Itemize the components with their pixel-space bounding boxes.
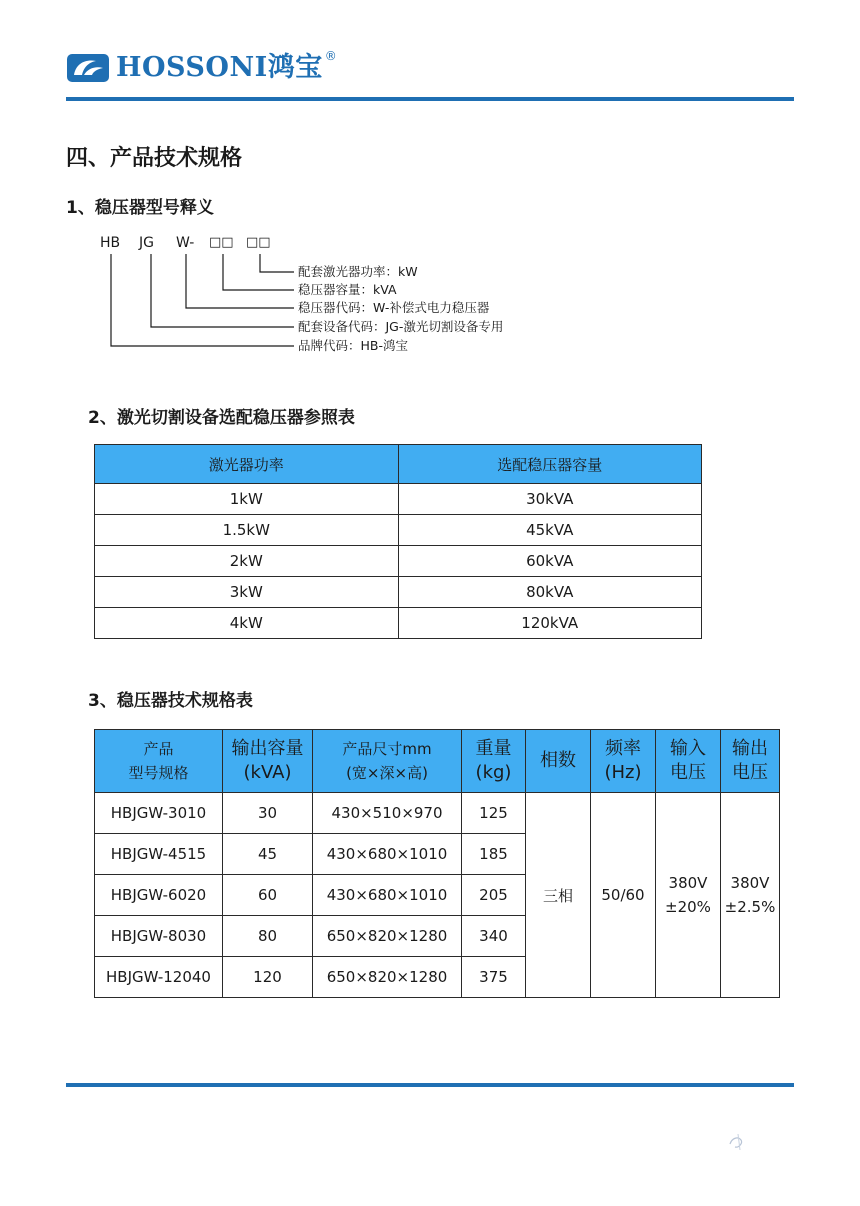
laser-power-cell: 4kW	[95, 608, 399, 639]
laser-power-cell: 1.5kW	[95, 515, 399, 546]
weight-cell: 125	[462, 793, 526, 834]
capacity-cell: 80	[223, 916, 313, 957]
model-cell: HBJGW-4515	[95, 834, 223, 875]
header-output-line1: 输出	[732, 738, 768, 759]
size-cell: 650×820×1280	[313, 916, 462, 957]
header-capacity-line2: (kVA)	[243, 762, 292, 783]
header-input-line1: 输入	[670, 738, 706, 759]
registered-mark: ®	[324, 49, 337, 63]
code-part-capacity: □□	[209, 235, 234, 250]
size-cell: 430×680×1010	[313, 834, 462, 875]
header-frequency-line1: 频率	[605, 738, 641, 759]
table-header-row	[95, 445, 702, 484]
laser-table-heading: 2、激光切割设备选配稳压器参照表	[88, 408, 355, 428]
size-cell: 430×510×970	[313, 793, 462, 834]
header-capacity	[223, 730, 313, 793]
code-expl-brand: 品牌代码：HB-鸿宝	[298, 338, 408, 353]
weight-cell: 340	[462, 916, 526, 957]
header-input-line2: 电压	[670, 762, 706, 783]
header-output-voltage	[721, 730, 780, 793]
capacity-cell: 30	[223, 793, 313, 834]
decorative-mark-icon	[726, 1130, 748, 1154]
header-size-line2: (宽×深×高)	[346, 764, 428, 782]
table-row	[95, 577, 702, 608]
capacity-cell: 60kVA	[398, 546, 702, 577]
output-voltage-range: ±2.5%	[724, 898, 776, 916]
header-input-voltage	[656, 730, 721, 793]
code-expl-capacity: 稳压器容量：kVA	[298, 282, 397, 297]
table-row	[95, 793, 780, 834]
capacity-cell: 45	[223, 834, 313, 875]
header-size-line1: 产品尺寸mm	[342, 740, 432, 758]
spec-table	[94, 729, 780, 998]
input-voltage-range: ±20%	[665, 898, 711, 916]
input-voltage-value: 380V	[668, 874, 708, 892]
header-model	[95, 730, 223, 793]
header-frequency-line2: (Hz)	[604, 762, 642, 783]
code-part-power: □□	[246, 235, 271, 250]
header-model-line2: 型号规格	[128, 764, 189, 782]
model-cell: HBJGW-8030	[95, 916, 223, 957]
model-cell: HBJGW-6020	[95, 875, 223, 916]
capacity-cell: 80kVA	[398, 577, 702, 608]
footer-divider	[66, 1083, 794, 1087]
capacity-cell: 120kVA	[398, 608, 702, 639]
weight-cell: 375	[462, 957, 526, 998]
header-capacity-line1: 输出容量	[231, 738, 304, 759]
table-row	[95, 608, 702, 639]
header-model-line1: 产品	[143, 740, 174, 758]
header-weight	[462, 730, 526, 793]
code-expl-type: 稳压器代码：W-补偿式电力稳压器	[298, 300, 490, 315]
output-voltage-cell	[721, 793, 780, 998]
model-code-diagram	[98, 228, 578, 368]
header-output-line2: 电压	[732, 762, 768, 783]
header-phase: 相数	[526, 730, 591, 793]
header-divider	[66, 97, 794, 101]
size-cell: 430×680×1010	[313, 875, 462, 916]
size-cell: 650×820×1280	[313, 957, 462, 998]
capacity-cell: 45kVA	[398, 515, 702, 546]
header-weight-line1: 重量	[475, 738, 512, 759]
phase-cell: 三相	[526, 793, 591, 998]
weight-cell: 185	[462, 834, 526, 875]
model-cell: HBJGW-12040	[95, 957, 223, 998]
brand-logo	[66, 49, 337, 84]
header-laser-power: 激光器功率	[95, 445, 399, 484]
header-frequency	[591, 730, 656, 793]
table-row	[95, 484, 702, 515]
weight-cell: 205	[462, 875, 526, 916]
capacity-cell: 30kVA	[398, 484, 702, 515]
spec-table-heading: 3、稳压器技术规格表	[88, 691, 253, 711]
code-expl-equipment: 配套设备代码：JG-激光切割设备专用	[298, 319, 504, 334]
code-part-brand: HB	[100, 235, 121, 251]
header-size	[313, 730, 462, 793]
capacity-cell: 60	[223, 875, 313, 916]
table-row	[95, 546, 702, 577]
laser-selection-table	[94, 444, 702, 639]
model-cell: HBJGW-3010	[95, 793, 223, 834]
output-voltage-value: 380V	[730, 874, 770, 892]
frequency-cell: 50/60	[591, 793, 656, 998]
header-regulator-capacity: 选配稳压器容量	[398, 445, 702, 484]
section-title: 四、产品技术规格	[66, 146, 243, 171]
brand-name: HOSSONI鸿宝	[116, 52, 323, 83]
hossoni-logo-icon	[66, 53, 110, 83]
model-code-heading: 1、稳压器型号释义	[66, 198, 214, 218]
table-header-row	[95, 730, 780, 793]
header-weight-line2: (kg)	[475, 762, 512, 783]
laser-power-cell: 3kW	[95, 577, 399, 608]
capacity-cell: 120	[223, 957, 313, 998]
laser-power-cell: 2kW	[95, 546, 399, 577]
code-part-equipment: JG	[139, 235, 154, 251]
input-voltage-cell	[656, 793, 721, 998]
table-row	[95, 515, 702, 546]
code-expl-power: 配套激光器功率：kW	[298, 264, 418, 279]
laser-power-cell: 1kW	[95, 484, 399, 515]
code-part-type: W-	[176, 235, 195, 251]
